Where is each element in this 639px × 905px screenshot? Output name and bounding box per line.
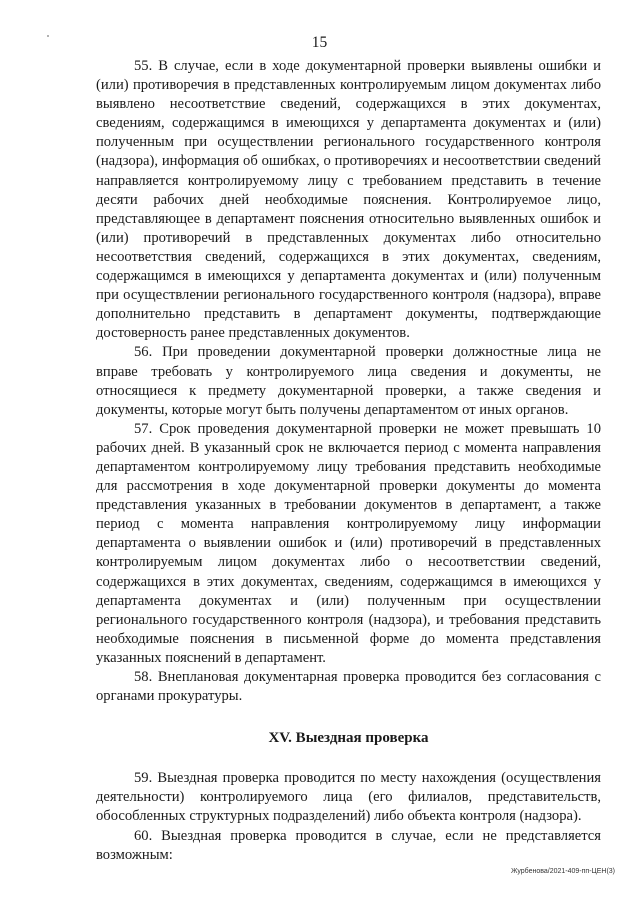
document-footer-code: Журбенова/2021-409-пп-ЦЕН(3) [510,868,615,875]
paragraph-56: 56. При проведении документарной проверки должностные лица не вправе требовать у контролируемого лица сведения и документы, не относящиеся к предмету документарной проверки, а также сведения и документы, которые могут быть получены департаментом от иных органов. [96,344,601,418]
document-body [96,57,601,865]
paragraph-55: 55. В случае, если в ходе документарной проверки выявлены ошибки и (или) противоречия в представленных контролируемым лицом документах либо выявлено несоответствие сведений, содержащихся в этих документах, сведениям, содержащимся в имеющихся у департамента документах и (или) полученным при осуществлении регионального государственного контроля (надзора), информация об ошибках, о противоречиях и несоответствии сведений направляется контролируемому лицу с требованием представить в течение десяти рабочих дней необходимые пояснения. Контролируемое лицо, представляющее в департамент пояснения относительно выявленных ошибок и (или) противоречий в представленных документах либо относительно несоответствия сведений, содержащихся в этих документах, сведениям, содержащимся в имеющихся у департамента документах и (или) полученным при осуществлении регионального государственного контроля (надзора), вправе дополнительно представить в департамент документы, подтверждающие достоверность ранее представленных документов. [96,58,601,342]
paragraph-60: 60. Выездная проверка проводится в случае, если не представляется возможным: [96,827,601,863]
paragraph-58: 58. Внеплановая документарная проверка проводится без согласования с органами прокуратуры. [96,669,601,705]
section-heading: XV. Выездная проверка [268,730,429,747]
paragraph-57: 57. Срок проведения документарной проверки не может превышать 10 рабочих дней. В указанный срок не включается период с момента направления департаментом контролируемому лицу требования представить необходимые для рассмотрения в ходе документарной проверки документы до момента представления указанных в требовании документов в департамент, а также период с момента направления контролируемому лицу информации департамента о выявлении ошибок и (или) противоречий в представленных контролируемым лицом документах либо о несоответствии сведений, содержащихся в этих документах, сведениям, содержащимся в имеющихся у департамента документах и (или) полученным при осуществлении регионального государственного контроля (надзора), и требования представить необходимые пояснения в письменной форме до момента представления указанных пояснений в департамент. [96,420,601,666]
paragraph-59: 59. Выездная проверка проводится по месту нахождения (осуществления деятельности) контролируемого лица (его филиалов, представительств, обособленных структурных подразделений) либо объекта контроля (надзора). [96,770,601,825]
page-number: 15 [311,34,328,51]
